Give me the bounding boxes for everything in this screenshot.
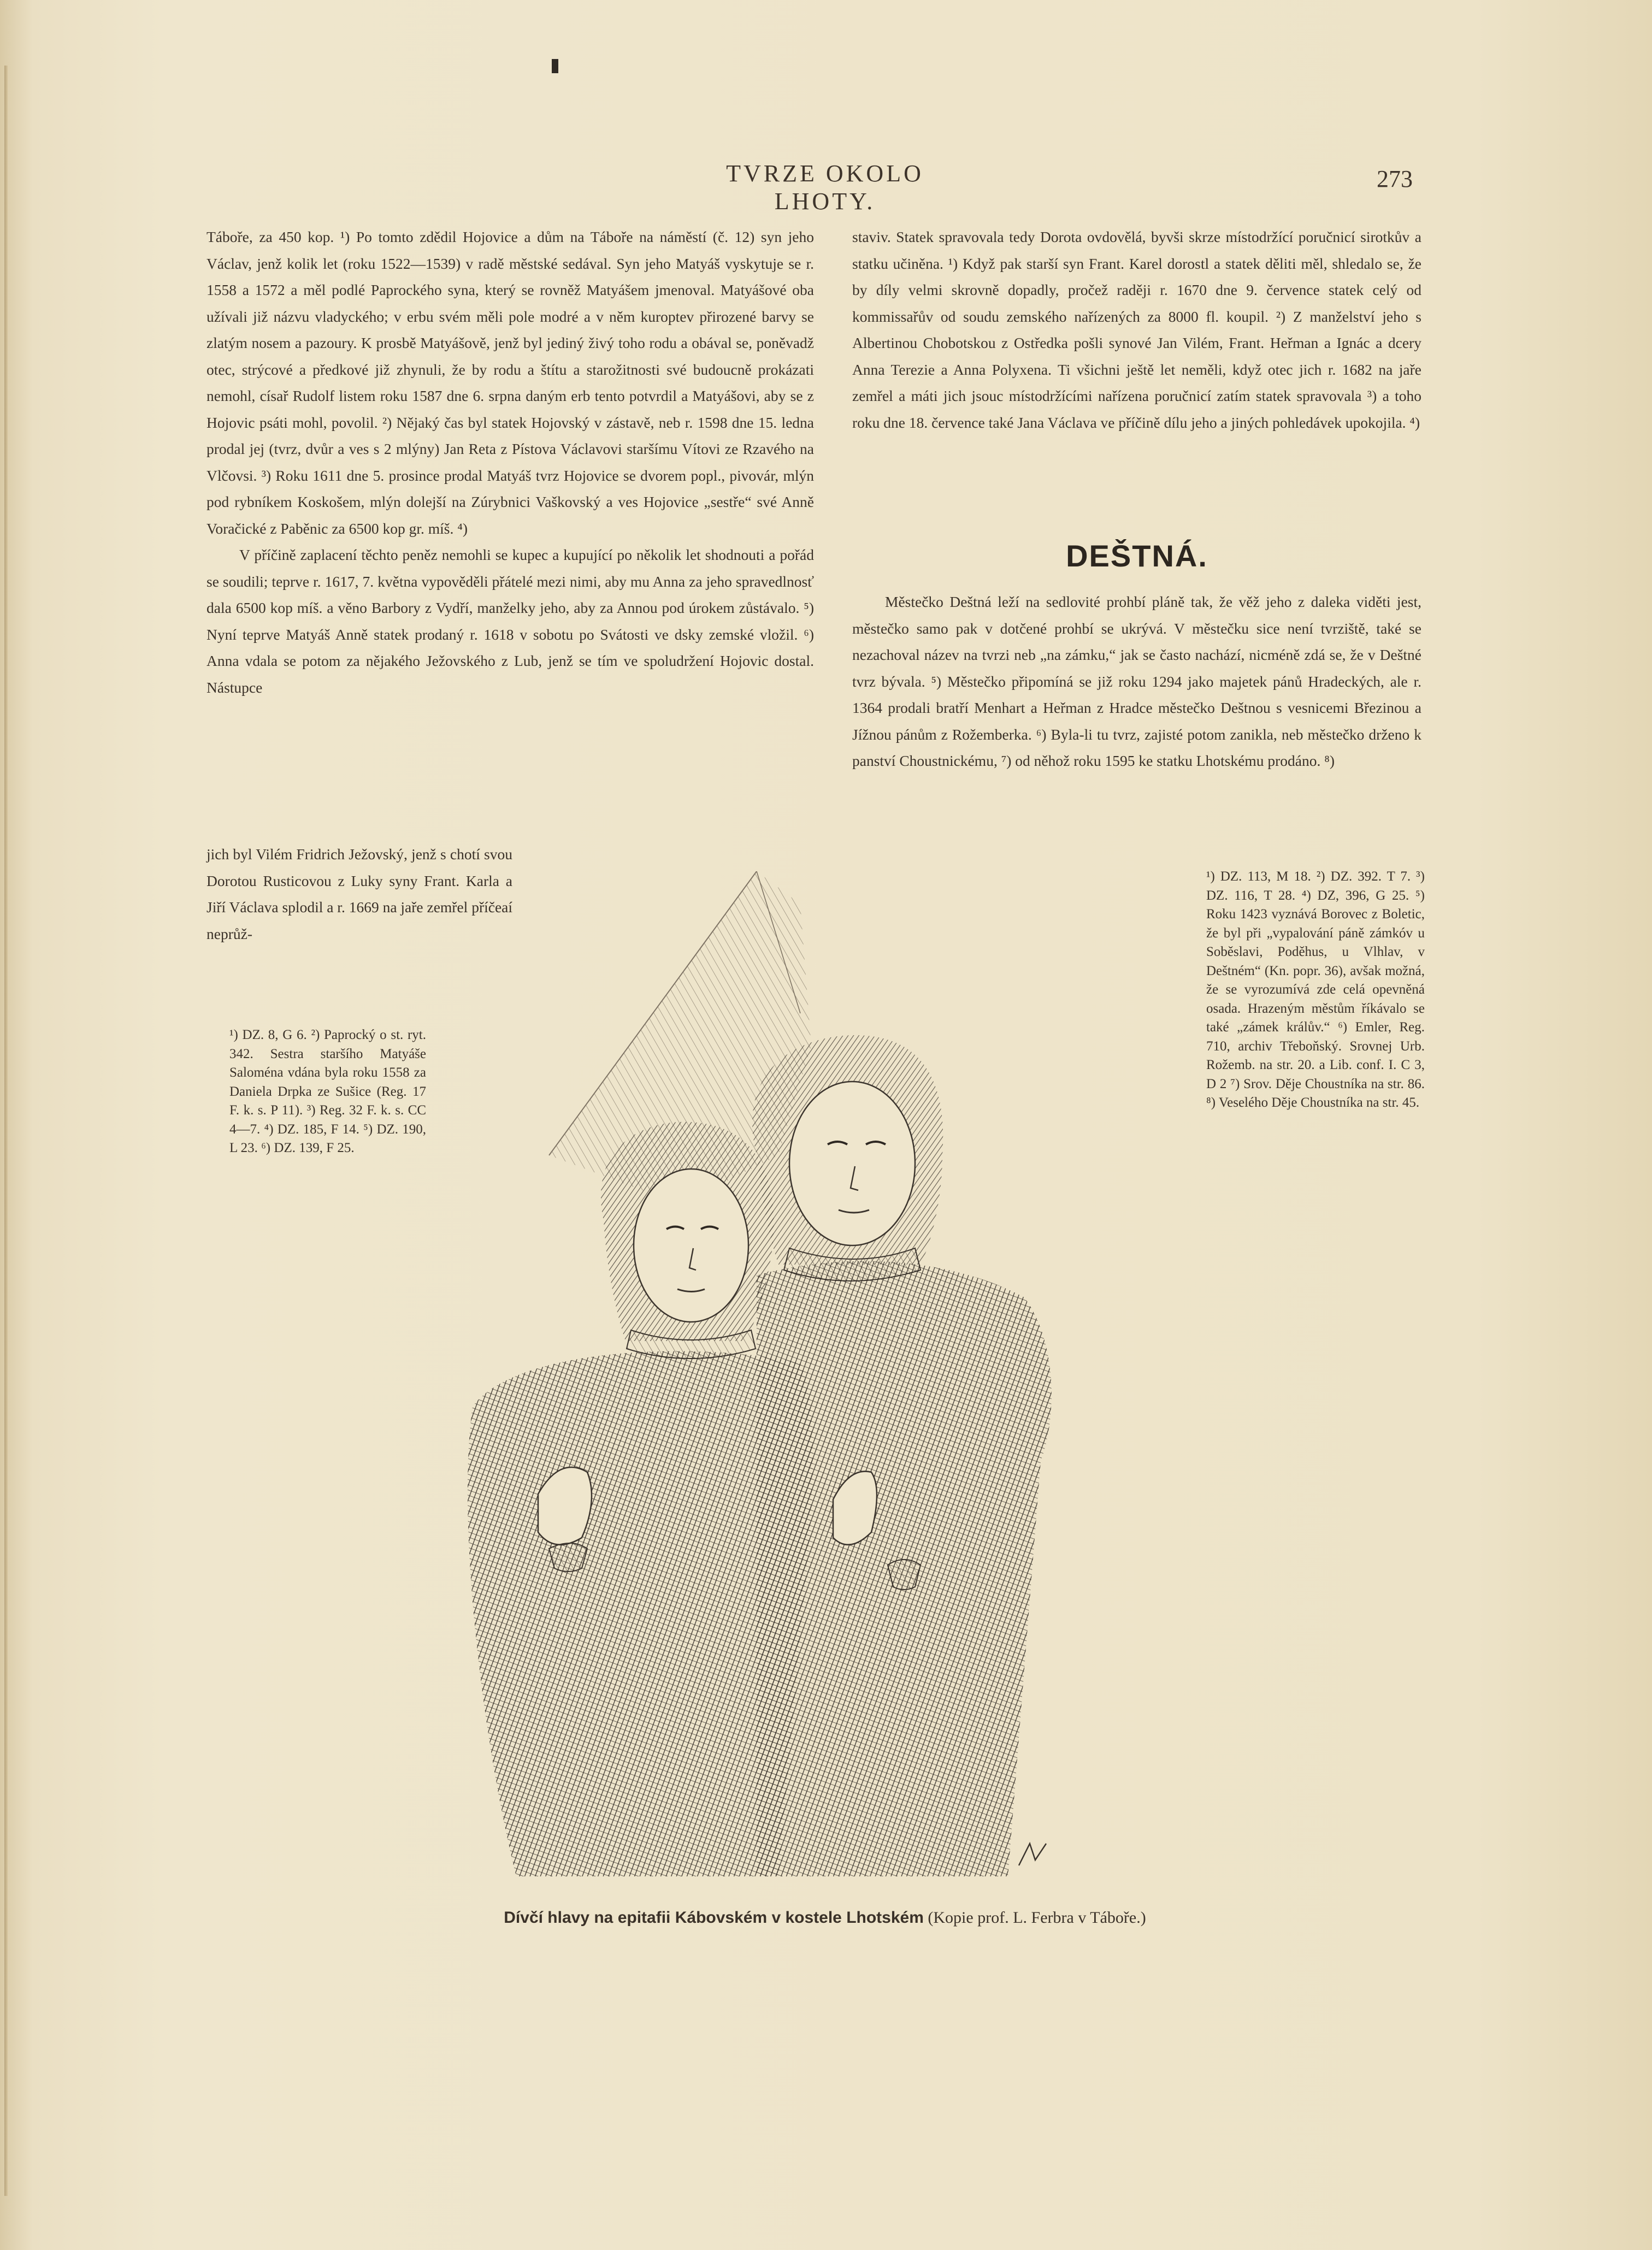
page-number: 273 [1377, 166, 1413, 192]
left-girl-figure [468, 1122, 813, 1876]
engraving-illustration [451, 871, 1232, 1876]
engraving-svg [451, 871, 1232, 1876]
left-footnotes-text: ¹) DZ. 8, G 6. ²) Paprocký o st. ryt. 342. Sestra staršího Matyáše Saloména vdána byla roku 1558 za Daniela Drpka ze Sušice (Reg. 17 F. k. s. P 11). ³) Reg. 32 F. k. s. CC 4—7. ⁴) DZ. 185, F 14. ⁵) DZ. 190, L 23. ⁶) DZ. 139, F 25. [229, 1027, 426, 1155]
running-title: TVRZE OKOLO LHOTY. [726, 160, 924, 215]
left-footnotes [229, 1020, 426, 1158]
section-body [852, 589, 1421, 775]
figure-caption [421, 1909, 1229, 1927]
page-header [0, 160, 1652, 215]
left-paragraph-1: Táboře, za 450 kop. ¹) Po tomto zdědil Hojovice a dům na Táboře na náměstí (č. 12) syn jeho Václav, jenž kolik let (roku 1522—1539) v radě městské sedával. Syn jeho Matyáš vyskytuje se r. 1558 a 1572 a měl podlé Paprockého syna, který se rovněž Matyášem jmenoval. Matyášové oba užívali již názvu vladyckého; v erbu svém měli pole modré a v něm kuroptev přirozené barvy se zlatým nosem a pazoury. K prosbě Matyášově, jenž byl jediný živý toho rodu a obával se, poněvadž otec, strýcové a předkové již zhynuli, že by rodu a štítu a starožitnosti své budoucně prokázati nemohl, císař Rudolf listem roku 1587 dne 6. srpna daným erb tento potvrdil a Matyášovi, aby se z Hojovic psáti mohl, povolil. ²) Nějaký čas byl statek Hojovský v zástavě, neb r. 1598 dne 15. ledna prodal jej (tvrz, dvůr a ves s 2 mlýny) Jan Reta z Pístova Václavovi staršímu Vítovi ze Rzavého na Vlčovsi. ³) Roku 1611 dne 5. prosince prodal Matyáš tvrz Hojovice se dvorem popl., pivovár, mlýn pod rybníkem Koskošem, mlýn dolejší na Zúrybnici Vaškovský a ves Hojovice „sestře“ své Anně Voračické z Paběnic za 6500 kop gr. míš. ⁴) [206, 228, 814, 537]
section-paragraph: Městečko Deštná leží na sedlovité prohbí pláně tak, že věž jeho z daleka viděti jest, městečko samo pak v dotčené prohbí se ukrývá. V městečku sice není tvrziště, také se nezachoval název na tvrzi neb „na zámku,“ jak se často nachází, nicméně zdá se, že v Deštné tvrz bývala. ⁵) Městečko připomíná se již roku 1294 jako majetek pánů Hradeckých, ale r. 1364 prodali bratří Menhart a Heřman z Hradce městečko Deštnou s vesnicemi Březinou a Jížnou pánům z Rožemberka. ⁶) Byla-li tu tvrz, zajisté potom zanikla, neb městečko drženo k panství Choustnickému, ⁷) od něhož roku 1595 ke statku Lhotskému prodáno. ⁸) [852, 593, 1421, 769]
binding-gutter [4, 66, 8, 2196]
artist-mark [1019, 1844, 1046, 1865]
right-paragraph-1: staviv. Statek spravovala tedy Dorota ovdovělá, byvši skrze místodržící poručnicí sirotkův a statku učiněna. ¹) Když pak starší syn Frant. Karel dorostl a statek děliti měl, shledalo se, že by díly velmi skrovně dopadly, pročež raději r. 1670 dne 9. července statek celý od kommissařův od soudu zemského nařízených za 8000 fl. koupil. ²) Z manželství jeho s Albertinou Chobotskou z Ostředka pošli synové Jan Vilém, Frant. Heřman a Ignác a dcery Anna Terezie a Anna Polyxena. Ti všichni ještě let neměli, když otec jich r. 1682 na jaře zemřel a máti jich jsouc místodržícími nařízena poručnicí zatím statek spravovala ³) a toho roku dne 18. července také Jana Václava ve příčině dílu jeho a jiných pohledávek upokojila. ⁴) [852, 228, 1421, 431]
caption-credit: (Kopie prof. L. Ferbra v Táboře.) [928, 1909, 1146, 1927]
right-column [852, 224, 1421, 436]
left-paragraph-2: V příčině zaplacení těchto peněz nemohli se kupec a kupující po několik let shodnouti a pořád se soudili; teprve r. 1617, 7. května vypověděli přátelé mezi nimi, aby mu Anna za jeho spravedlnosť dala 6500 kop míš. a věno Barbory z Vydří, manželky jeho, aby za Annou pod úrokem zůstávalo. ⁵) Nyní teprve Matyáš Anně statek prodaný r. 1618 v sobotu po Svátosti ve dsky zemské vložil. ⁶) Anna vdala se potom za nějakého Ježovského z Lub, jenž se tím ve spoludržení Hojovic dostal. Nástupce [206, 546, 814, 696]
section-heading: DEŠTNÁ. [1066, 539, 1208, 573]
caption-title: Dívčí hlavy na epitafii Kábovském v kostele Lhotském [504, 1909, 924, 1927]
ink-speck [552, 59, 558, 73]
right-footnotes [1206, 867, 1425, 1113]
left-column [206, 224, 814, 701]
left-wrap-paragraph: jich byl Vilém Fridrich Ježovský, jenž s chotí svou Dorotou Rusticovou z Luky syny Frant. Karla a Jiří Václava splodil a r. 1669 na jaře zemřel příčeaí neprůž- [206, 846, 512, 942]
right-footnotes-text: ¹) DZ. 113, M 18. ²) DZ. 392. T 7. ³) DZ. 116, T 28. ⁴) DZ, 396, G 25. ⁵) Roku 1423 vyznává Borovec z Boletic, že byl při „vypalování páně zámkóv u Soběslavi, Poděhus, u Vlhlav, v Deštném“ (Kn. popr. 36), avšak možná, že se vyrozumívá zde celá opevněná osada. Hrazeným městům říkávalo se také „zámek králův.“ ⁶) Emler, Reg. 710, archiv Třeboňský. Srovnej Urb. Rožemb. na str. 20. a Lib. conf. I. C 3, D 2 ⁷) Srov. Děje Choustníka na str. 86. ⁸) Veselého Děje Choustníka na str. 45. [1206, 869, 1425, 1110]
